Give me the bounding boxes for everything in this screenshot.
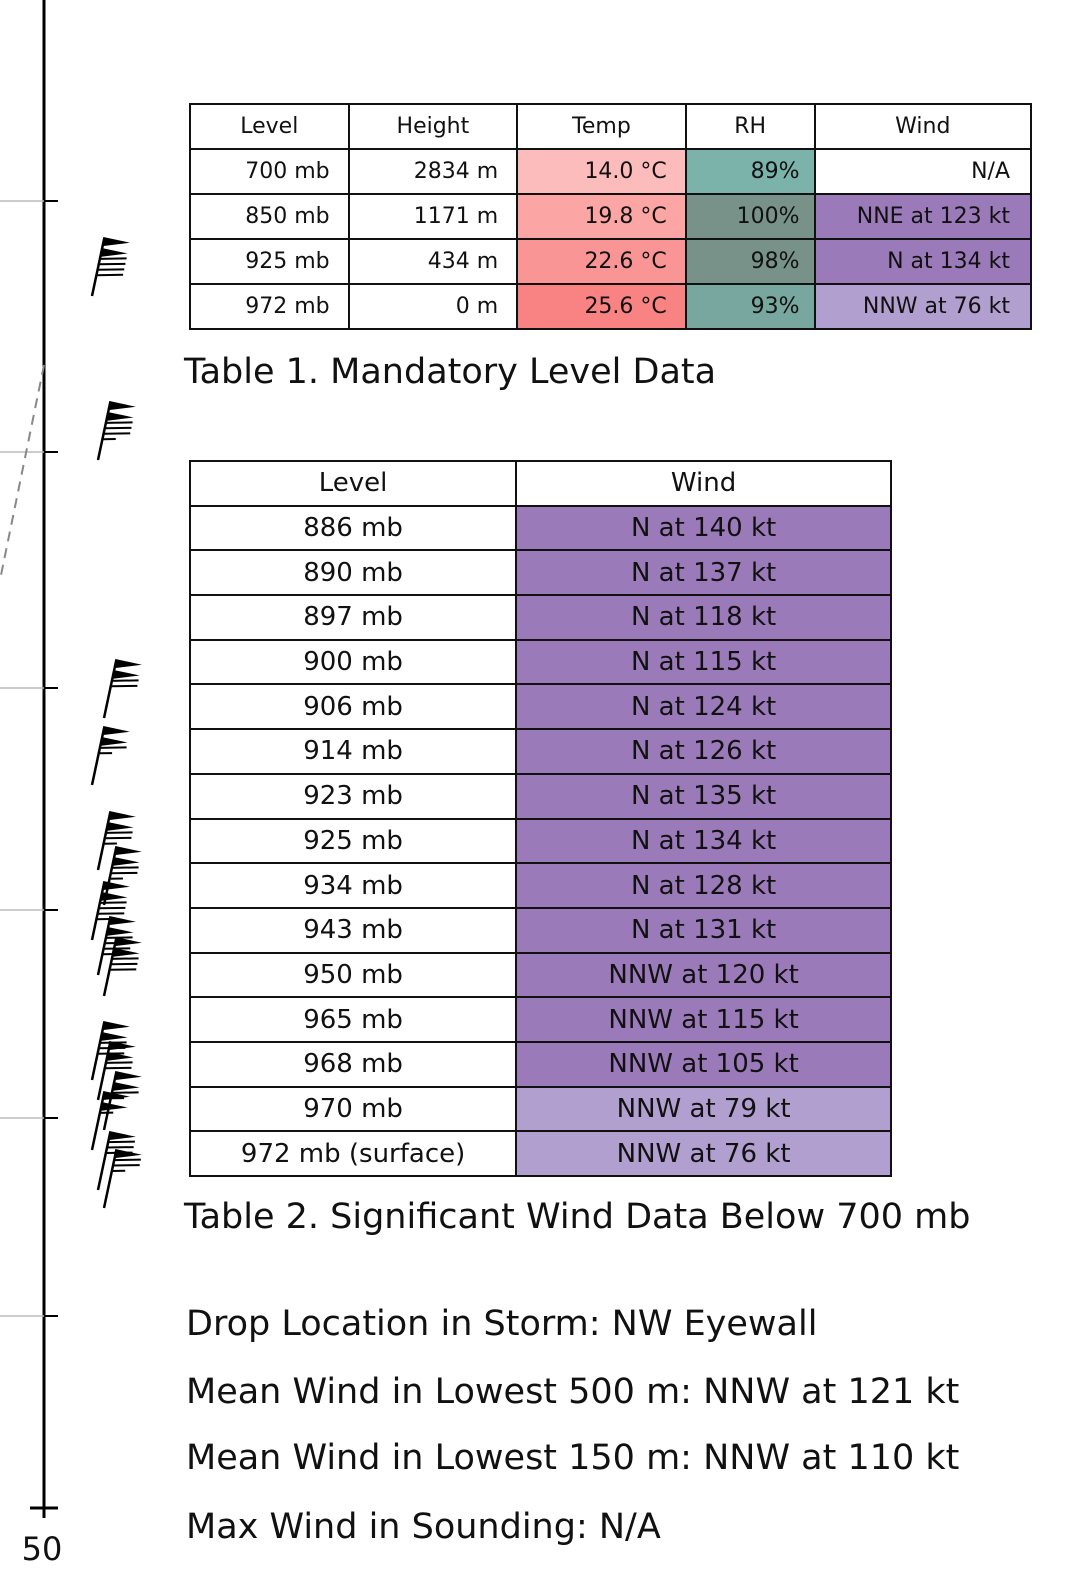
wind-barb-pennant — [109, 916, 136, 925]
table-row — [190, 1087, 891, 1132]
level-cell: 897 mb — [190, 595, 516, 640]
wind-cell: N at 126 kt — [516, 729, 891, 774]
wind-barb-pennant — [112, 857, 139, 866]
wind-barb-pennant — [115, 846, 142, 855]
level-cell: 934 mb — [190, 863, 516, 908]
table-row — [190, 997, 891, 1042]
wind-cell: N at 128 kt — [516, 863, 891, 908]
wind-barb-pennant — [112, 1082, 139, 1091]
wind-barb-pennant — [103, 237, 130, 246]
level-cell: 968 mb — [190, 1042, 516, 1087]
axis-ticks — [44, 201, 58, 1316]
wind-barb-pennant — [109, 1131, 136, 1140]
wind-barbs — [92, 237, 142, 1208]
wind-cell: NNW at 79 kt — [516, 1087, 891, 1132]
table-row — [190, 684, 891, 729]
table-row — [190, 953, 891, 998]
header-wind: Wind — [815, 104, 1031, 149]
level-cell: 970 mb — [190, 1087, 516, 1132]
wind-barb-pennant — [115, 937, 142, 946]
wind-barb-pennant — [109, 401, 136, 410]
header-temp: Temp — [517, 104, 686, 149]
table-row — [190, 819, 891, 864]
drop-location-text: Drop Location in Storm: NW Eyewall — [186, 1304, 818, 1344]
wind-barb-pennant — [115, 1149, 142, 1158]
wind-barb — [92, 726, 130, 785]
table-row — [190, 284, 1031, 329]
wind-barb-pennant — [103, 881, 130, 890]
wind-barb-pennant — [100, 248, 127, 257]
table-row — [190, 640, 891, 685]
level-cell: 925 mb — [190, 819, 516, 864]
temp-cell: 19.8 °C — [517, 194, 686, 239]
axis-group — [0, 0, 62, 1568]
wind-barb-pennant — [100, 892, 127, 901]
wind-cell: NNW at 105 kt — [516, 1042, 891, 1087]
mean-wind-500m-text: Mean Wind in Lowest 500 m: NNW at 121 kt — [186, 1372, 960, 1412]
level-cell: 906 mb — [190, 684, 516, 729]
wind-barb — [104, 659, 142, 718]
isobar-lines — [0, 201, 44, 1316]
max-wind-text: Max Wind in Sounding: N/A — [186, 1507, 661, 1547]
header-height: Height — [349, 104, 518, 149]
wind-barb-pennant — [115, 1071, 142, 1080]
wind-barb — [104, 1149, 142, 1208]
significant-wind-table — [189, 460, 892, 1177]
table-row — [190, 239, 1031, 284]
wind-cell: N at 124 kt — [516, 684, 891, 729]
table-header-row — [190, 104, 1031, 149]
wind-cell: NNW at 120 kt — [516, 953, 891, 998]
wind-cell: N at 134 kt — [815, 239, 1031, 284]
level-cell: 972 mb — [190, 284, 349, 329]
level-cell: 925 mb — [190, 239, 349, 284]
wind-cell: NNW at 76 kt — [815, 284, 1031, 329]
table-row — [190, 774, 891, 819]
level-cell: 886 mb — [190, 506, 516, 551]
wind-barb — [104, 937, 142, 996]
wind-barb-pennant — [100, 1032, 127, 1041]
wind-barb-pennant — [103, 726, 130, 735]
wind-barb-pennant — [106, 822, 133, 831]
wind-cell: N/A — [815, 149, 1031, 194]
table-row — [190, 863, 891, 908]
table-row — [190, 194, 1031, 239]
level-cell: 943 mb — [190, 908, 516, 953]
wind-barb-pennant — [106, 412, 133, 421]
wind-barb — [98, 401, 136, 460]
header-wind: Wind — [516, 461, 891, 506]
level-cell: 914 mb — [190, 729, 516, 774]
table1-caption: Table 1. Mandatory Level Data — [184, 352, 717, 392]
level-cell: 700 mb — [190, 149, 349, 194]
temp-cell: 25.6 °C — [517, 284, 686, 329]
wind-cell: N at 137 kt — [516, 550, 891, 595]
header-level: Level — [190, 461, 516, 506]
height-cell: 2834 m — [349, 149, 518, 194]
rh-cell: 98% — [686, 239, 815, 284]
table-row — [190, 1042, 891, 1087]
table2-caption: Table 2. Significant Wind Data Below 700 mb — [184, 1197, 971, 1237]
wind-barb — [92, 1021, 130, 1080]
rh-cell: 93% — [686, 284, 815, 329]
mean-wind-150m-text: Mean Wind in Lowest 150 m: NNW at 110 kt — [186, 1438, 960, 1478]
wind-cell: NNW at 76 kt — [516, 1131, 891, 1176]
wind-cell: NNW at 115 kt — [516, 997, 891, 1042]
table-header-row — [190, 461, 891, 506]
wind-barb-pennant — [109, 811, 136, 820]
temp-cell: 14.0 °C — [517, 149, 686, 194]
table-row — [190, 149, 1031, 194]
wind-barb-pennant — [106, 927, 133, 936]
wind-barb-pennant — [115, 659, 142, 668]
header-rh: RH — [686, 104, 815, 149]
wind-barb-pennant — [103, 1021, 130, 1030]
wind-barb-pennant — [100, 737, 127, 746]
level-cell: 972 mb (surface) — [190, 1131, 516, 1176]
wind-barb — [104, 1071, 142, 1130]
wind-cell: N at 140 kt — [516, 506, 891, 551]
rh-cell: 100% — [686, 194, 815, 239]
height-cell: 0 m — [349, 284, 518, 329]
wind-cell: N at 118 kt — [516, 595, 891, 640]
temp-cell: 22.6 °C — [517, 239, 686, 284]
level-cell: 965 mb — [190, 997, 516, 1042]
level-cell: 900 mb — [190, 640, 516, 685]
table-row — [190, 550, 891, 595]
dashed-profile-line — [0, 365, 44, 580]
level-cell: 950 mb — [190, 953, 516, 998]
wind-cell: N at 135 kt — [516, 774, 891, 819]
level-cell: 890 mb — [190, 550, 516, 595]
wind-cell: N at 115 kt — [516, 640, 891, 685]
table-row — [190, 1131, 891, 1176]
wind-barb-pennant — [100, 1102, 127, 1111]
wind-cell: N at 134 kt — [516, 819, 891, 864]
table-row — [190, 908, 891, 953]
wind-cell: N at 131 kt — [516, 908, 891, 953]
header-level: Level — [190, 104, 349, 149]
mandatory-level-table — [189, 103, 1032, 330]
wind-barb — [92, 237, 130, 296]
axis-tick-label: 50 — [21, 1530, 63, 1568]
significant-wind-rows — [190, 506, 891, 1176]
rh-cell: 89% — [686, 149, 815, 194]
table-row — [190, 595, 891, 640]
level-cell: 850 mb — [190, 194, 349, 239]
height-cell: 434 m — [349, 239, 518, 284]
wind-cell: NNE at 123 kt — [815, 194, 1031, 239]
wind-barb-pennant — [112, 670, 139, 679]
height-cell: 1171 m — [349, 194, 518, 239]
level-cell: 923 mb — [190, 774, 516, 819]
table-row — [190, 506, 891, 551]
table-row — [190, 729, 891, 774]
